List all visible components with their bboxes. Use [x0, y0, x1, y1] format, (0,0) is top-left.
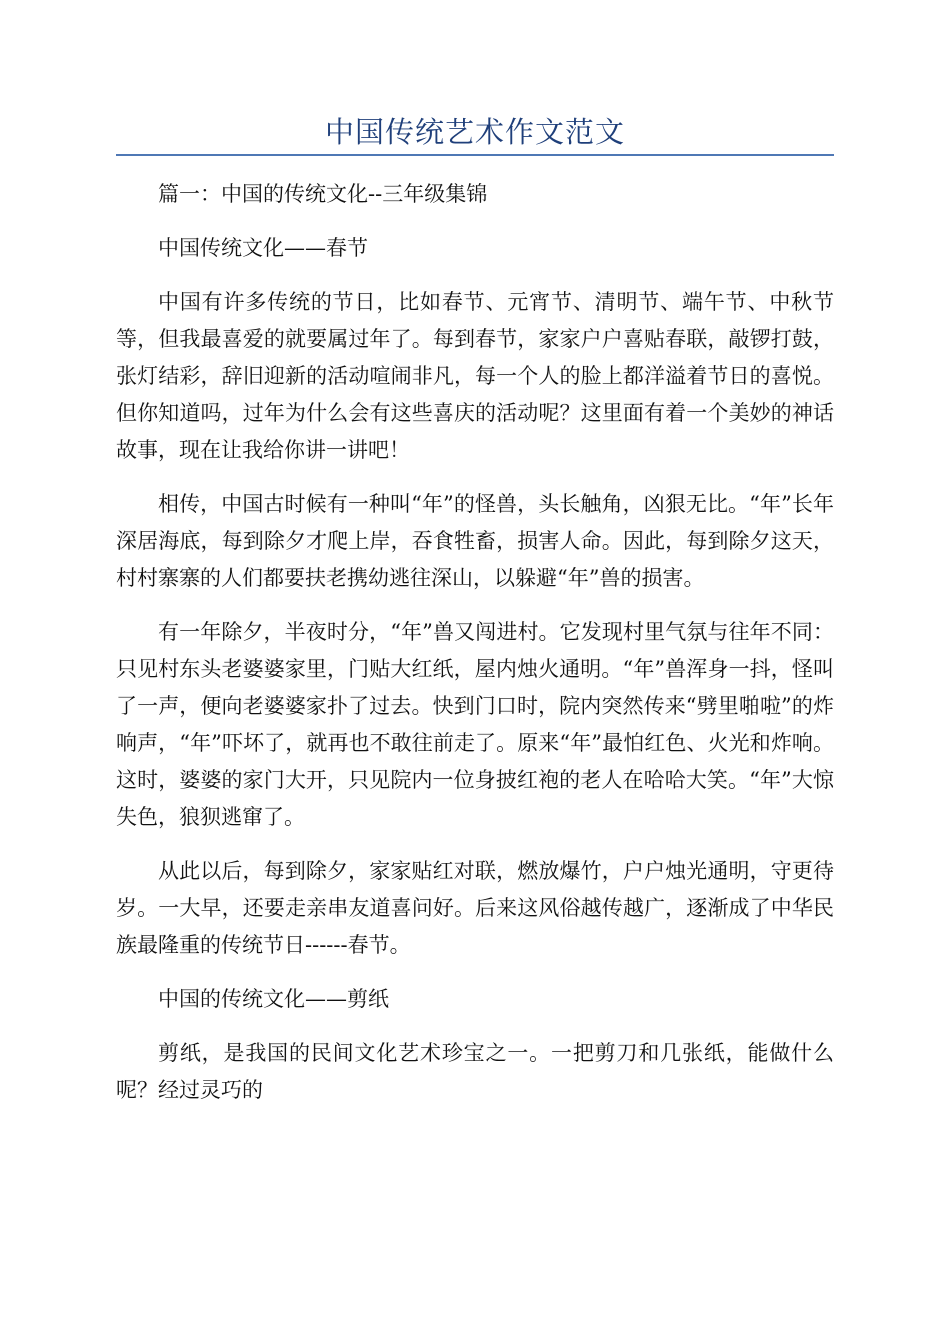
- paragraph-nian-legend: 相传，中国古时候有一种叫“年”的怪兽，头长触角，凶狠无比。“年”长年深居海底，每到除夕才爬上岸，吞食牲畜，损害人命。因此，每到除夕这天，村村寨寨的人们都要扶老携幼逃往深山，以躲避“年”兽的损害。: [116, 492, 834, 590]
- paragraph-spring-intro: 中国有许多传统的节日，比如春节、元宵节、清明节、端午节、中秋节等，但我最喜爱的就要属过年了。每到春节，家家户户喜贴春联，敲锣打鼓，张灯结彩，辞旧迎新的活动喧闹非凡，每一个人的脸上都洋溢着节日的喜悦。但你知道吗，过年为什么会有这些喜庆的活动呢？这里面有着一个美妙的神话故事，现在让我给你讲一讲吧！: [116, 290, 834, 462]
- paragraph-paper-cutting: 剪纸，是我国的民间文化艺术珍宝之一。一把剪刀和几张纸，能做什么呢？经过灵巧的: [116, 1041, 834, 1102]
- paragraph-spring-custom: 从此以后，每到除夕，家家贴红对联，燃放爆竹，户户烛光通明，守更待岁。一大早，还要走亲串友道喜问好。后来这风俗越传越广，逐渐成了中华民族最隆重的传统节日------春节。: [116, 859, 834, 957]
- title-underline-divider: [116, 154, 834, 156]
- subheading-paper-cutting: 中国的传统文化——剪纸: [158, 987, 389, 1011]
- document-title: 中国传统艺术作文范文: [324, 115, 625, 149]
- paragraph-nian-story: 有一年除夕，半夜时分，“年”兽又闯进村。它发现村里气氛与往年不同：只见村东头老婆婆家里，门贴大红纸，屋内烛火通明。“年”兽浑身一抖，怪叫了一声，便向老婆婆家扑了过去。快到门口时，院内突然传来“劈里啪啦”的炸响声，“年”吓坏了，就再也不敢往前走了。原来“年”最怕红色、火光和炸响。这时，婆婆的家门大开，只见院内一位身披红袍的老人在哈哈大笑。“年”大惊失色，狼狈逃窜了。: [116, 620, 834, 829]
- section-heading: 篇一：中国的传统文化--三年级集锦: [158, 182, 488, 206]
- subheading-spring-festival: 中国传统文化——春节: [158, 236, 368, 260]
- document-body: [116, 176, 834, 1126]
